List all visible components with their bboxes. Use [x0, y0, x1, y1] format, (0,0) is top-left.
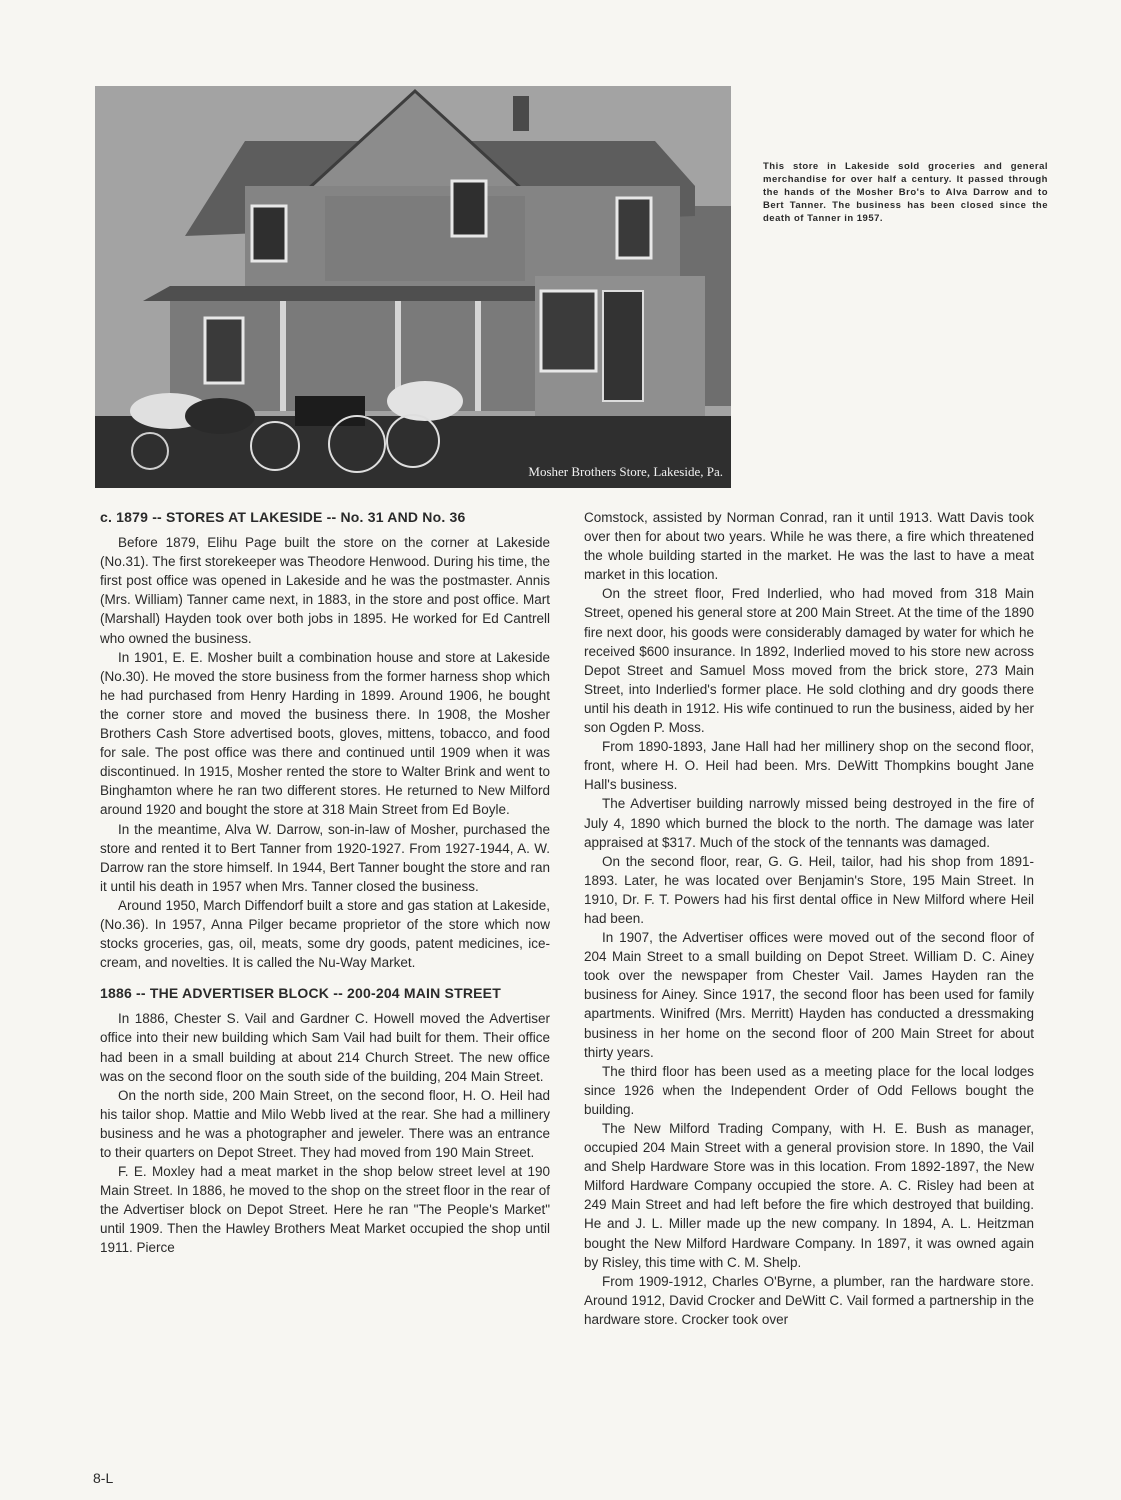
paragraph: Before 1879, Elihu Page built the store on the corner at Lakeside (No.31). The first storekeeper was Theodore Henwood. During his time, the first post office was opened in Lakeside and he was the postmaster. Annis (Mrs. William) Tanner came next, in 1883, in the store and post office. Mart (Marshall) Hayden took over both jobs in 1895. He worked for Ed Cantrell who owned the business.: [100, 535, 550, 646]
paragraph: In 1907, the Advertiser offices were moved out of the second floor of 204 Main Street to a small building on Depot Street. William D. C. Ainey took over the newspaper from Chester Vail. James Hayden ran the business for Ainey. Since 1917, the second floor has been used for family apartments. Winifred (Mrs. Merritt) Hayden has conducted a dressmaking business in her home on the second floor of 200 Main Street for about thirty years.: [584, 930, 1034, 1060]
photo-inner-caption: Mosher Brothers Store, Lakeside, Pa.: [528, 464, 723, 479]
paragraph: F. E. Moxley had a meat market in the shop below street level at 190 Main Street. In 1886, he moved to the shop on the street floor in the rear of the Advertiser block on Depot Street. Here he ran "The People's Market" until 1909. Then the Hawley Brothers Meat Market occupied the shop until 1911. Pierce: [100, 1164, 550, 1256]
page-number: 8-L: [93, 1470, 114, 1486]
store-photograph: [95, 86, 731, 488]
left-column: [100, 508, 550, 1258]
photo-caption: This store in Lakeside sold groceries and general merchandise for over half a century. It passed through the hands of the Mosher Bro's to Alva Darrow and to Bert Tanner. The business has been closed since the death of Tanner in 1957.: [763, 161, 1048, 224]
paragraph-continued: Comstock, assisted by Norman Conrad, ran it until 1913. Watt Davis took over then for about two years. While he was there, a fire which threatened the whole building started in the market. He was the last to have a meat market in this location.: [584, 510, 1034, 583]
paragraph: The Advertiser building narrowly missed being destroyed in the fire of July 4, 1890 which burned the block to the north. The damage was later appraised at $317. Much of the stock of the tennants was damaged.: [584, 796, 1034, 850]
paragraph: On the second floor, rear, G. G. Heil, tailor, had his shop from 1891-1893. Later, he was located over Benjamin's Store, 195 Main Street. In 1910, Dr. F. T. Powers had his first dental office in New Milford where Heil had been.: [584, 853, 1034, 926]
paragraph: The third floor has been used as a meeting place for the local lodges since 1926 when the Independent Order of Odd Fellows bought the building.: [584, 1063, 1034, 1117]
paragraph: From 1890-1893, Jane Hall had her millinery shop on the second floor, front, where H. O. Heil had been. Mrs. DeWitt Thompkins bought Jane Hall's business.: [584, 739, 1034, 793]
paragraph: On the north side, 200 Main Street, on the second floor, H. O. Heil had his tailor shop. Mattie and Milo Webb lived at the rear. She had a millinery business and he was a photographer and jeweler. There was an entrance to their quarters on Depot Street. They had moved from 190 Main Street.: [100, 1087, 550, 1160]
paragraph: In 1901, E. E. Mosher built a combination house and store at Lakeside (No.30). He moved the store business from the former harness shop which he had purchased from Henry Harding in 1899. Around 1906, he bought the corner store and moved the business there. In 1908, the Mosher Brothers Cash Store advertised boots, gloves, mittens, tobacco, and food for sale. The post office was there and continued until 1909 when it was discontinued. In 1915, Mosher rented the store to Walter Brink and went to Binghamton where he ran two different stores. He returned to New Milford around 1920 and bought the store at 318 Main Street from Ed Boyle.: [100, 649, 550, 818]
paragraph: In the meantime, Alva W. Darrow, son-in-law of Mosher, purchased the store and rented it to Bert Tanner from 1920-1927. From 1927-1944, A. W. Darrow ran the store himself. In 1944, Bert Tanner bought the store and ran it until his death in 1957 when Mrs. Tanner closed the business.: [100, 821, 551, 894]
store-illustration: [95, 86, 731, 488]
paragraph: The New Milford Trading Company, with H. E. Bush as manager, occupied 204 Main Street with a general provision store. In 1890, the Vail and Shelp Hardware Store was in this location. From 1892-1897, the New Milford Hardware Company occupied the store. A. C. Risley had been at 249 Main Street and had left before the fire which destroyed that building. He and J. L. Miller made up the new company. In 1894, A. L. Heitzman bought the New Milford Hardware Company. In 1897, it was owned again by Risley, this time with C. M. Shelp.: [584, 1121, 1034, 1270]
paragraph: Around 1950, March Diffendorf built a store and gas station at Lakeside, (No.36). In 1957, Anna Pilger became proprietor of the store which now stocks groceries, gas, oil, meats, some dry goods, patent medicines, ice-cream, and novelties. It is called the Nu-Way Market.: [100, 897, 550, 971]
paragraph: From 1909-1912, Charles O'Byrne, a plumber, ran the hardware store. Around 1912, David Crocker and DeWitt C. Vail formed a partnership in the hardware store. Crocker took over: [584, 1273, 1034, 1327]
paragraph: On the street floor, Fred Inderlied, who had moved from 318 Main Street, opened his general store at 200 Main Street. At the time of the 1890 fire next door, his goods were considerably damaged by water for which he received $600 insurance. In 1892, Inderlied moved to his store new across Depot Street and Samuel Moss moved from the brick store, 273 Main Street, into Inderlied's former place. He sold clothing and dry goods there until his death in 1912. His wife continued to run the business, aided by her son Ogden P. Moss.: [584, 586, 1034, 736]
paragraph: In 1886, Chester S. Vail and Gardner C. Howell moved the Advertiser office into their new building which Sam Vail had built for them. Their office had been in a small building at about 214 Church Street. The new office was on the second floor on the south side of the building, 204 Main Street.: [100, 1011, 550, 1084]
right-column: [584, 508, 1034, 1329]
section-heading-lakeside: c. 1879 -- STORES AT LAKESIDE -- No. 31 AND No. 36: [100, 509, 466, 525]
section-heading-advertiser-block: 1886 -- THE ADVERTISER BLOCK -- 200-204 MAIN STREET: [100, 985, 501, 1002]
